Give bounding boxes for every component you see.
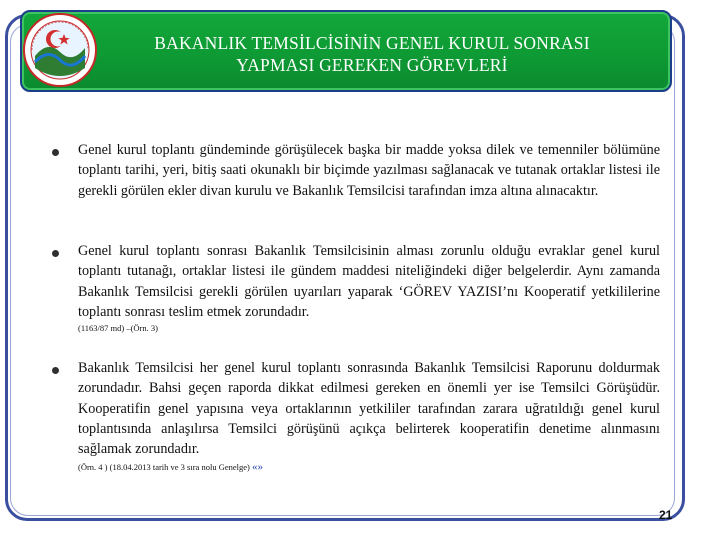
- title-bar: [20, 10, 672, 92]
- bullet-dot: [52, 250, 59, 257]
- bullet-text: Bakanlık Temsilcisi her genel kurul toplantı sonrasında Bakanlık Temsilcisi Raporunu doldurmak zorundadır. Bahsi geçen raporda dikkat edilmesi gereken en önemli yer ise Temsilci Görüşüdür. Kooperatifin genel yapısına veya ortaklarının yetkililer tarafından zarara uğratıldığı genel kurul toplantısında anlaşılırsa Temsilci görüşünü açıkça belirterek kooperatifin denetime alınmasını sağlamak zorundadır.: [78, 360, 660, 458]
- legal-reference-note: [78, 462, 263, 472]
- ministry-emblem-icon: [22, 12, 98, 88]
- bullet-dot: [52, 149, 59, 156]
- slide-title: [122, 32, 622, 76]
- title-line-1: BAKANLIK TEMSİLCİSİNİN GENEL KURUL SONRASI: [154, 33, 590, 53]
- bullet-dot: [52, 367, 59, 374]
- navigation-link[interactable]: «»: [251, 461, 263, 473]
- page-number: 21: [659, 508, 673, 522]
- bullet-text: Genel kurul toplantı sonrası Bakanlık Temsilcisinin alması zorunlu olduğu evraklar genel kurul toplantı tutanağı, ortaklar listesi ile gündem maddesi niteliğindeki diğer belgelerdir. Aynı zamanda Bakanlık Temsilcisi gerekli görülen uyarıları yaparak ‘GÖREV YAZISI’nı Kooperatif yetkililerine toplantı sonrası teslim etmek zorundadır.: [78, 243, 660, 320]
- legal-reference-note: (1163/87 md) –(Örn. 3): [78, 323, 158, 333]
- bullet-text: Genel kurul toplantı gündeminde görüşülecek başka bir madde yoksa dilek ve temenniler bölümüne toplantı tarihi, yeri, bitiş saati okunaklı bir biçimde yazılması sağlanacak ve tutanak ortaklar listesi ile gerekli görülen ekler divan kurulu ve Bakanlık Temsilcisi tarafından imza altına alınacaktır.: [78, 142, 660, 199]
- title-line-2: YAPMASI GEREKEN GÖREVLERİ: [236, 55, 508, 75]
- note-text: (Örn. 4 ) (18.04.2013 tarih ve 3 sıra nolu Genelge): [78, 462, 250, 472]
